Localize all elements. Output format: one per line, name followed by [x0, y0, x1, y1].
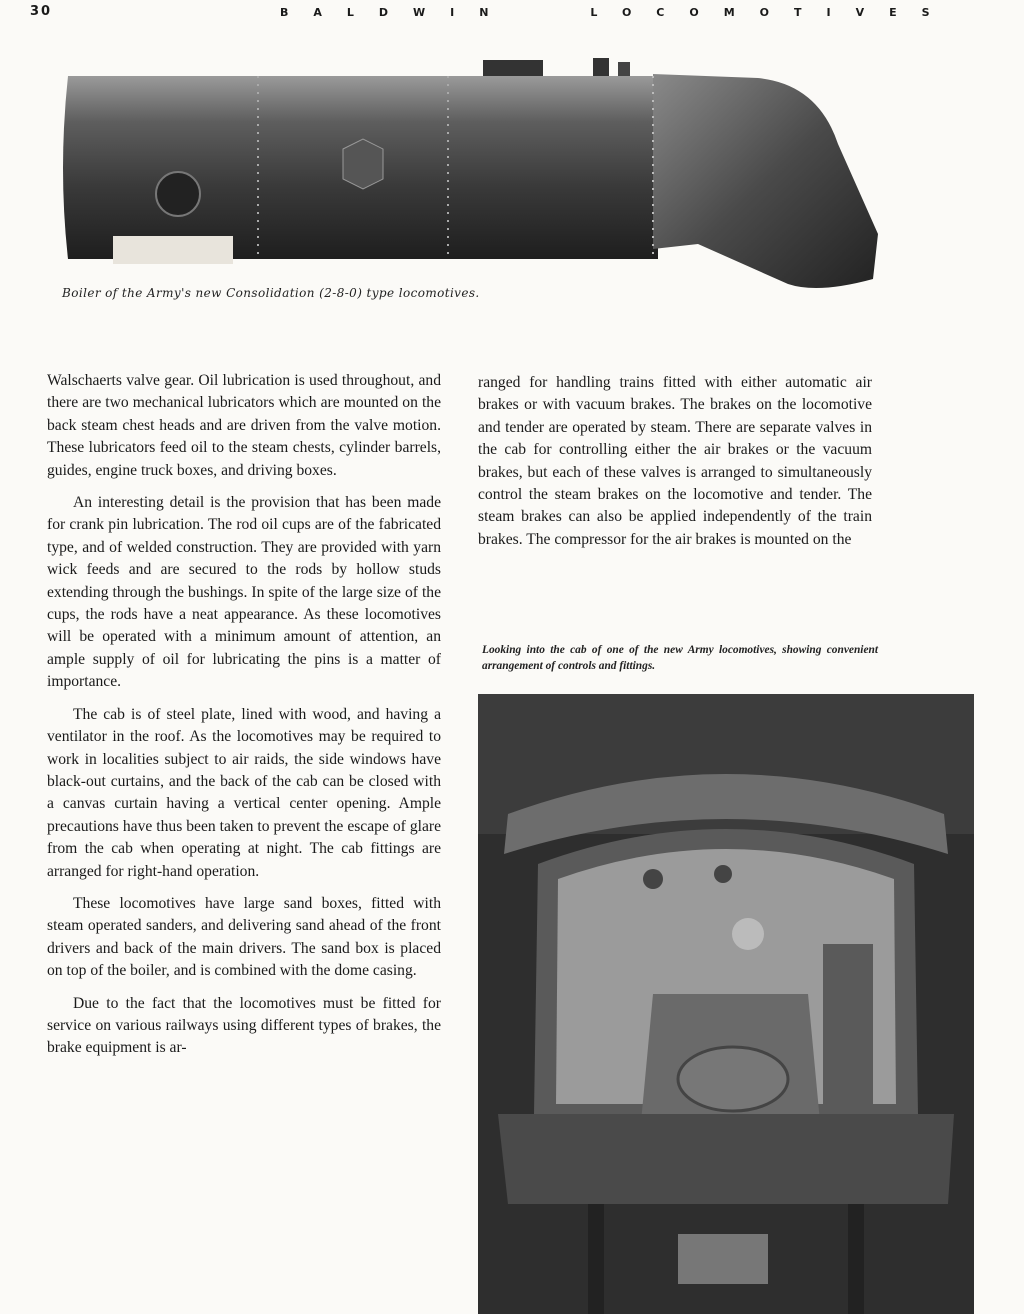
paragraph: The cab is of steel plate, lined with wood, and having a ventilator in the roof. As the locomotives may be required to work in localities subject to air raids, the side windows have black-out curtains, and the back of the cab can be closed with a canvas curtain having a vertical center opening. Ample precautions have thus been taken to prevent the escape of glare from the cab when operating at night. The cab fittings are arranged for right-hand operation.: [47, 705, 441, 880]
paragraph: Due to the fact that the locomotives must be fitted for service on various railways using different types of brakes, the brake equipment is ar-: [47, 994, 441, 1057]
page-number: 30: [30, 4, 53, 19]
paragraph: ranged for handling trains fitted with either automatic air brakes or with vacuum brakes. The brakes on the locomotive and tender are operated by steam. There are separate valves in the cab for controlling either the air brakes or the vacuum brakes, but each of these valves is arranged to simultaneously control the steam brakes on the locomotive and tender. The steam brakes can also be applied independently of the train brakes. The compressor for the air brakes is mounted on the: [478, 374, 872, 548]
cab-photo: [478, 694, 974, 1314]
running-head-word-1: BALDWIN: [280, 6, 514, 19]
running-head: [280, 6, 955, 19]
running-head-word-2: LOCOMOTIVES: [590, 6, 955, 19]
paragraph: An interesting detail is the provision that has been made for crank pin lubrication. The rod oil cups are of the fabricated type, and of welded construction. They are provided with yarn wick feeds and are secured to the rods by hollow studs extending through the bushings. In spite of the large size of the cups, the rods have a neat appearance. As these locomotives will be operated with a minimum amount of attention, an ample supply of oil for lubricating the pins is a matter of importance.: [47, 494, 441, 691]
boiler-caption: Boiler of the Army's new Consolidation (2-8-0) type locomotives.: [62, 286, 480, 300]
cab-caption: Looking into the cab of one of the new Army locomotives, showing convenient arrangement of controls and fittings.: [482, 644, 878, 672]
paragraph: Walschaerts valve gear. Oil lubrication is used throughout, and there are two mechanical lubricators which are mounted on the back steam chest heads and are driven from the valve motion. These lubricators feed oil to the steam chests, cylinder barrels, guides, engine truck boxes, and driving boxes.: [47, 372, 441, 479]
right-column: [478, 372, 872, 561]
boiler-photo: [58, 54, 888, 304]
left-column: [47, 370, 441, 1070]
paragraph: These locomotives have large sand boxes, fitted with steam operated sanders, and delivering sand ahead of the front drivers and back of the main drivers. The sand box is placed on top of the boiler, and is combined with the dome casing.: [47, 894, 441, 980]
